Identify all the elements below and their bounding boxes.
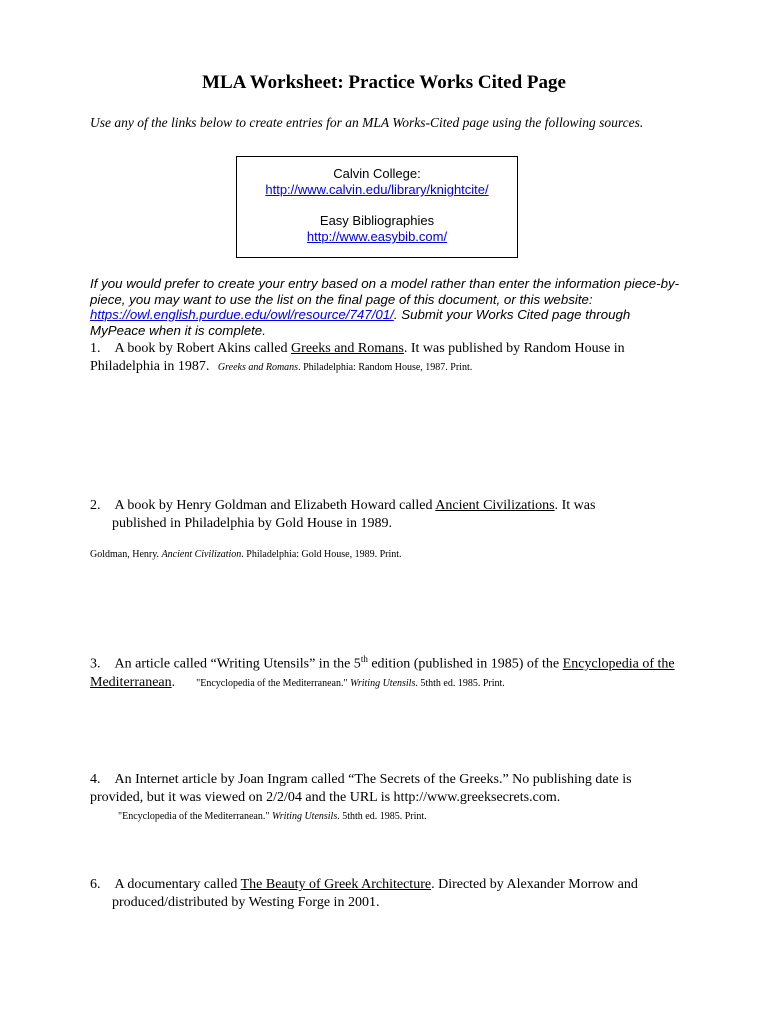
citation — [90, 549, 402, 560]
item-text: A book by Robert Akins called — [114, 341, 292, 356]
note-text-end: . Submit your Works Cited page through MyPeace when it is complete. — [90, 307, 631, 338]
citation — [179, 678, 505, 689]
link-label-calvin: Calvin College: — [333, 166, 421, 181]
item-title: The Beauty of Greek Architecture — [240, 877, 432, 892]
item-number: 3. — [90, 656, 101, 672]
item-text: An article called “Writing Utensils” in the 5 — [114, 656, 361, 672]
list-item — [90, 497, 680, 533]
citation — [118, 811, 427, 822]
citation-title: Writing Utensils — [271, 811, 338, 822]
item-number: 4. — [90, 772, 101, 787]
citation-text: "Encyclopedia of the Mediterranean." — [196, 677, 351, 689]
item-text-line2: published in Philadelphia by Gold House in 1989. — [112, 516, 392, 531]
item-text: . It was published by Random House in Philadelphia in 1987. — [90, 341, 625, 374]
citation-text: . Philadelphia: Gold House, 1989. Print. — [241, 549, 402, 560]
superscript: th — [360, 654, 368, 664]
list-item — [90, 650, 680, 693]
item-number: 1. — [90, 341, 101, 356]
model-note — [90, 276, 680, 338]
citation-text: "Encyclopedia of the Mediterranean." — [118, 811, 272, 822]
citation-title: Writing Utensils — [350, 677, 416, 689]
item-title: Encyclopedia of the Mediterranean — [90, 656, 675, 690]
item-text: . — [171, 674, 176, 690]
item-title: Greeks and Romans — [291, 341, 404, 356]
item-text: . Directed by Alexander Morrow and — [431, 877, 638, 892]
item-text: An Internet article by Joan Ingram called “The Secrets of the Greeks.” No publishing date is provided, but it was viewed on 2/2/04 and the URL is http://www.greeksecrets.com. — [90, 772, 632, 805]
list-item — [90, 876, 680, 912]
note-text: If you would prefer to create your entry based on a model rather than enter the information piece-by-piece, you may want to use the list on the final page of this document, or this website: — [90, 276, 680, 307]
link-purdue-owl[interactable]: https://owl.english.purdue.edu/owl/resource/747/01/ — [90, 307, 394, 322]
intro-text: Use any of the links below to create entries for an MLA Works-Cited page using the following sources. — [90, 115, 644, 130]
citation-text: Goldman, Henry. — [90, 549, 162, 560]
citation — [213, 362, 472, 373]
citation-text: . 5thth ed. 1985. Print. — [337, 811, 427, 822]
citation-title: Greeks and Romans — [217, 362, 299, 373]
item-text: A book by Henry Goldman and Elizabeth Howard called — [114, 498, 436, 513]
link-easybib[interactable]: http://www.easybib.com/ — [306, 229, 448, 244]
page-title: MLA Worksheet: Practice Works Cited Page — [202, 72, 566, 93]
citation-text: . 5thth ed. 1985. Print. — [415, 677, 505, 689]
list-item — [90, 771, 680, 807]
links-box — [236, 156, 518, 258]
item-number: 6. — [90, 877, 101, 892]
list-item — [90, 340, 680, 377]
item-text: edition (published in 1985) of the — [367, 656, 563, 672]
item-number: 2. — [90, 498, 101, 513]
citation-text: . Philadelphia: Random House, 1987. Print. — [298, 362, 473, 373]
link-label-easybib: Easy Bibliographies — [319, 213, 435, 228]
item-text: A documentary called — [114, 877, 241, 892]
citation-title: Ancient Civilization — [161, 549, 242, 560]
item-title: Ancient Civilizations — [435, 498, 555, 513]
item-text-line2: produced/distributed by Westing Forge in 2001. — [112, 895, 380, 910]
item-text: . It was — [554, 498, 596, 513]
link-calvin[interactable]: http://www.calvin.edu/library/knightcite/ — [265, 182, 489, 197]
